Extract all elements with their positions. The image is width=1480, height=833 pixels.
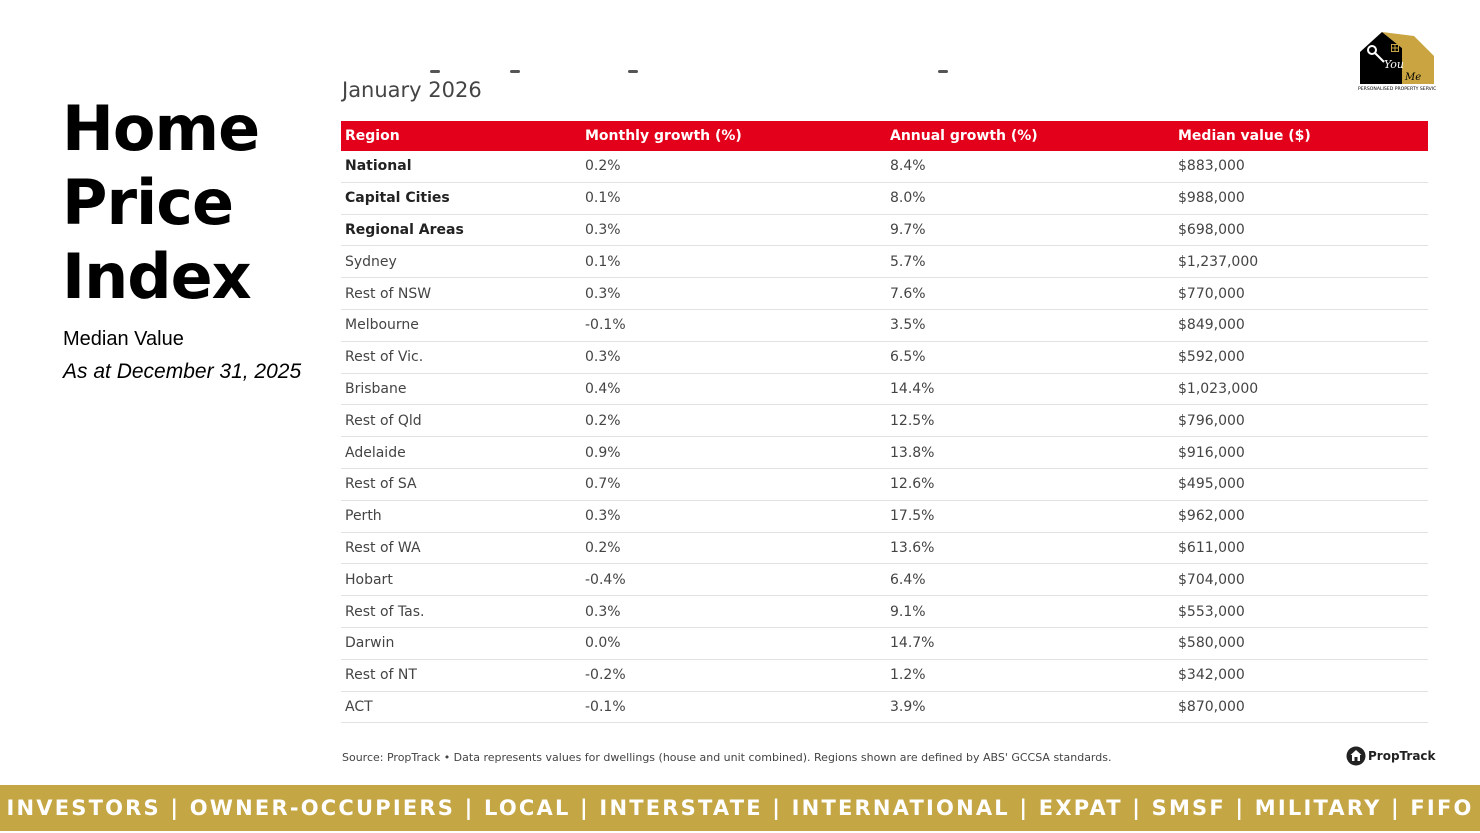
cell-monthly-growth: 0.3%	[581, 341, 886, 373]
cell-monthly-growth: 0.4%	[581, 373, 886, 405]
table-row	[341, 246, 1428, 278]
cell-region: ACT	[341, 691, 581, 723]
cell-monthly-growth: 0.7%	[581, 468, 886, 500]
cell-region: National	[341, 151, 581, 182]
proptrack-house-icon	[1346, 746, 1366, 766]
cell-monthly-growth: 0.1%	[581, 246, 886, 278]
table-row	[341, 278, 1428, 310]
company-logo	[1358, 28, 1436, 92]
cell-monthly-growth: 0.3%	[581, 214, 886, 246]
cell-monthly-growth: -0.4%	[581, 564, 886, 596]
as-at-date: As at December 31, 2025	[63, 360, 302, 383]
cell-annual-growth: 9.1%	[886, 596, 1174, 628]
cell-region: Rest of Qld	[341, 405, 581, 437]
cell-median-value: $553,000	[1174, 596, 1428, 628]
table-body	[341, 151, 1428, 723]
cell-annual-growth: 3.5%	[886, 309, 1174, 341]
cell-median-value: $916,000	[1174, 437, 1428, 469]
cell-median-value: $611,000	[1174, 532, 1428, 564]
header-region: Region	[341, 121, 581, 151]
table-row	[341, 151, 1428, 182]
cell-region: Hobart	[341, 564, 581, 596]
cell-annual-growth: 12.6%	[886, 468, 1174, 500]
table-row	[341, 564, 1428, 596]
cell-region: Adelaide	[341, 437, 581, 469]
cell-median-value: $962,000	[1174, 500, 1428, 532]
cell-region: Brisbane	[341, 373, 581, 405]
page-title	[62, 92, 322, 314]
proptrack-logo	[1346, 746, 1436, 766]
cell-median-value: $988,000	[1174, 182, 1428, 214]
table-row	[341, 500, 1428, 532]
table-row	[341, 341, 1428, 373]
cell-annual-growth: 8.0%	[886, 182, 1174, 214]
cell-monthly-growth: -0.1%	[581, 691, 886, 723]
header-annual-growth: Annual growth (%)	[886, 121, 1174, 151]
source-note: Source: PropTrack • Data represents values for dwellings (house and unit combined). Regions shown are defined by ABS' GCCSA standards.	[342, 751, 1112, 764]
cell-monthly-growth: 0.2%	[581, 151, 886, 182]
table-row	[341, 405, 1428, 437]
cell-region: Darwin	[341, 627, 581, 659]
cell-median-value: $342,000	[1174, 659, 1428, 691]
cell-monthly-growth: 0.2%	[581, 405, 886, 437]
table-row	[341, 532, 1428, 564]
cell-median-value: $1,023,000	[1174, 373, 1428, 405]
table-row	[341, 214, 1428, 246]
cell-median-value: $870,000	[1174, 691, 1428, 723]
page-title-line-2: Price	[62, 166, 234, 239]
cell-monthly-growth: 0.3%	[581, 596, 886, 628]
cell-region: Melbourne	[341, 309, 581, 341]
proptrack-label: PropTrack	[1368, 749, 1436, 763]
cell-region: Sydney	[341, 246, 581, 278]
cell-region: Rest of WA	[341, 532, 581, 564]
cell-annual-growth: 8.4%	[886, 151, 1174, 182]
cell-region: Rest of Vic.	[341, 341, 581, 373]
cropped-heading-remnant	[342, 70, 962, 76]
report-period: January 2026	[342, 78, 482, 102]
cell-annual-growth: 6.5%	[886, 341, 1174, 373]
cell-median-value: $580,000	[1174, 627, 1428, 659]
cell-annual-growth: 3.9%	[886, 691, 1174, 723]
page-title-line-3: Index	[62, 240, 251, 313]
cell-monthly-growth: 0.3%	[581, 278, 886, 310]
table-row	[341, 373, 1428, 405]
table-row	[341, 659, 1428, 691]
cell-region: Rest of NSW	[341, 278, 581, 310]
footer-banner	[0, 785, 1480, 831]
cell-median-value: $1,237,000	[1174, 246, 1428, 278]
cell-annual-growth: 9.7%	[886, 214, 1174, 246]
cell-median-value: $698,000	[1174, 214, 1428, 246]
cell-region: Rest of Tas.	[341, 596, 581, 628]
table-row	[341, 691, 1428, 723]
cell-annual-growth: 6.4%	[886, 564, 1174, 596]
cell-monthly-growth: 0.9%	[581, 437, 886, 469]
cell-region: Rest of SA	[341, 468, 581, 500]
cell-annual-growth: 1.2%	[886, 659, 1174, 691]
cell-monthly-growth: 0.0%	[581, 627, 886, 659]
cell-median-value: $883,000	[1174, 151, 1428, 182]
cell-median-value: $592,000	[1174, 341, 1428, 373]
cell-median-value: $770,000	[1174, 278, 1428, 310]
cell-median-value: $704,000	[1174, 564, 1428, 596]
cell-monthly-growth: -0.1%	[581, 309, 886, 341]
cell-region: Regional Areas	[341, 214, 581, 246]
logo-text-me: Me	[1405, 72, 1422, 83]
cell-region: Rest of NT	[341, 659, 581, 691]
cell-monthly-growth: 0.1%	[581, 182, 886, 214]
header-median-value: Median value ($)	[1174, 121, 1428, 151]
logo-text-you: You	[1384, 58, 1405, 71]
table-row	[341, 627, 1428, 659]
logo-tagline: PERSONALISED PROPERTY SERVICES	[1358, 87, 1436, 92]
cell-annual-growth: 5.7%	[886, 246, 1174, 278]
home-price-index-table	[341, 121, 1428, 723]
page-title-line-1: Home	[62, 92, 260, 165]
cell-annual-growth: 14.7%	[886, 627, 1174, 659]
cell-median-value: $849,000	[1174, 309, 1428, 341]
table-row	[341, 182, 1428, 214]
cell-annual-growth: 13.8%	[886, 437, 1174, 469]
cell-region: Perth	[341, 500, 581, 532]
footer-text: INVESTORS | OWNER-OCCUPIERS | LOCAL | INTERSTATE | INTERNATIONAL | EXPAT | SMSF | MILITARY | FIFO	[6, 796, 1474, 820]
cell-monthly-growth: 0.2%	[581, 532, 886, 564]
cell-median-value: $495,000	[1174, 468, 1428, 500]
cell-median-value: $796,000	[1174, 405, 1428, 437]
table-header-row	[341, 121, 1428, 151]
header-monthly-growth: Monthly growth (%)	[581, 121, 886, 151]
cell-monthly-growth: 0.3%	[581, 500, 886, 532]
cell-annual-growth: 14.4%	[886, 373, 1174, 405]
table-row	[341, 596, 1428, 628]
cell-annual-growth: 12.5%	[886, 405, 1174, 437]
cell-annual-growth: 7.6%	[886, 278, 1174, 310]
table-row	[341, 468, 1428, 500]
house-logo-icon	[1358, 28, 1436, 92]
cell-annual-growth: 13.6%	[886, 532, 1174, 564]
cell-region: Capital Cities	[341, 182, 581, 214]
table-row	[341, 309, 1428, 341]
table-row	[341, 437, 1428, 469]
cell-monthly-growth: -0.2%	[581, 659, 886, 691]
subtitle: Median Value	[63, 328, 184, 350]
cell-annual-growth: 17.5%	[886, 500, 1174, 532]
